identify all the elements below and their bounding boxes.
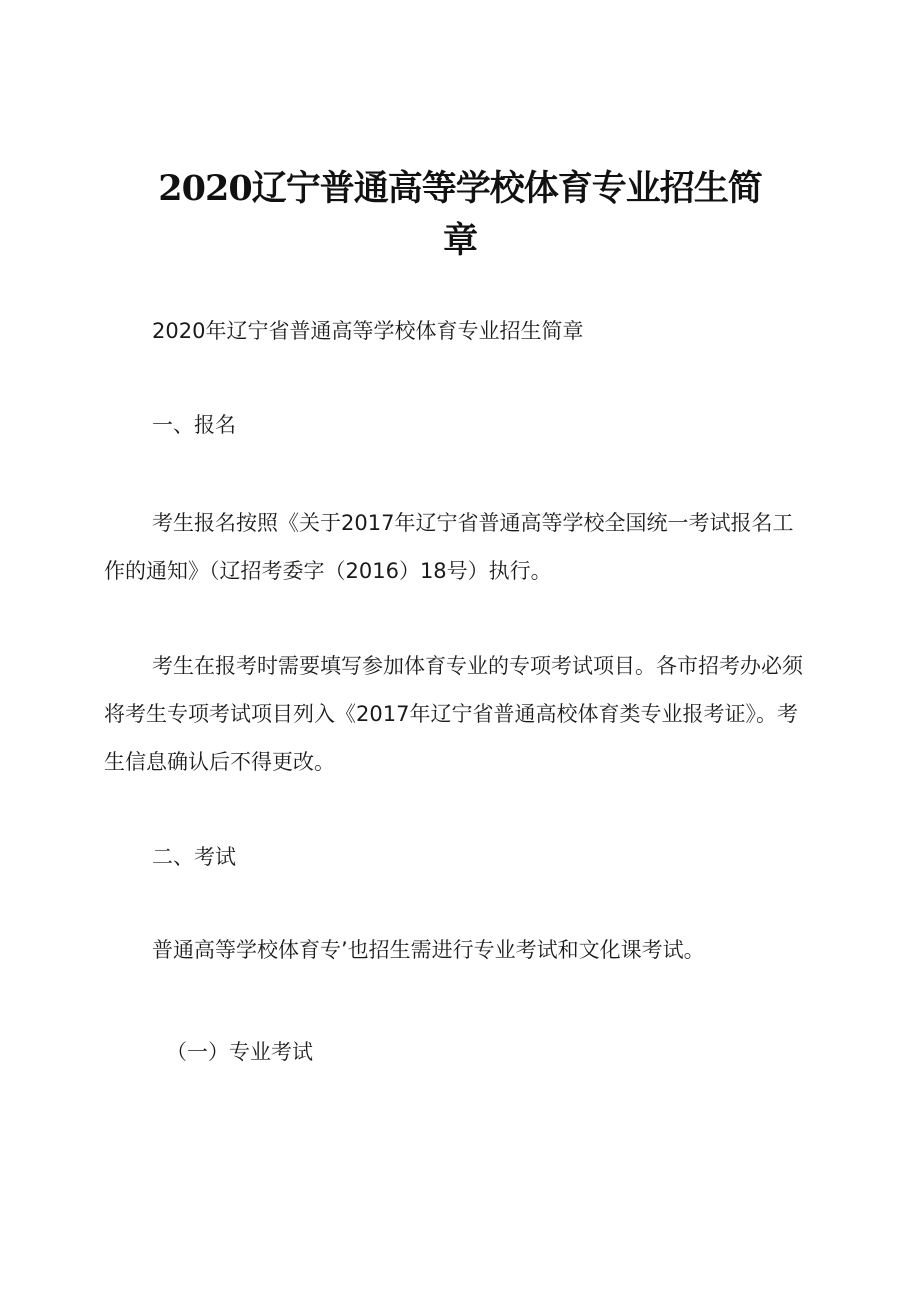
exam-subheading-professional: （一）专业考试 — [166, 1040, 313, 1064]
document-subtitle: 2020年辽宁省普通高等学校体育专业招生简章 — [152, 319, 584, 343]
registration-paragraph-2-line3: 生信息确认后不得更改。 — [104, 750, 335, 774]
registration-paragraph-2-line1: 考生在报考时需要填写参加体育专业的专项考试项目。各市招考办必须 — [152, 654, 803, 678]
registration-paragraph-2-line2: 将考生专项考试项目列入《2017年辽宁省普通高校体育类专业报考证》。考 — [104, 702, 798, 726]
registration-paragraph-1-line2: 作的通知》（辽招考委字（2016）18号）执行。 — [104, 559, 552, 583]
exam-paragraph-1: 普通高等学校体育专’也招生需进行专业考试和文化课考试。 — [152, 938, 705, 962]
document-title-line1: 2020辽宁普通高等学校体育专业招生简 — [158, 168, 762, 209]
section-heading-exam: 二、考试 — [152, 845, 236, 869]
registration-paragraph-1-line1: 考生报名按照《关于2017年辽宁省普通高等学校全国统一考试报名工 — [152, 511, 794, 535]
document-title-line2: 章 — [442, 220, 477, 261]
section-heading-registration: 一、报名 — [152, 413, 236, 437]
